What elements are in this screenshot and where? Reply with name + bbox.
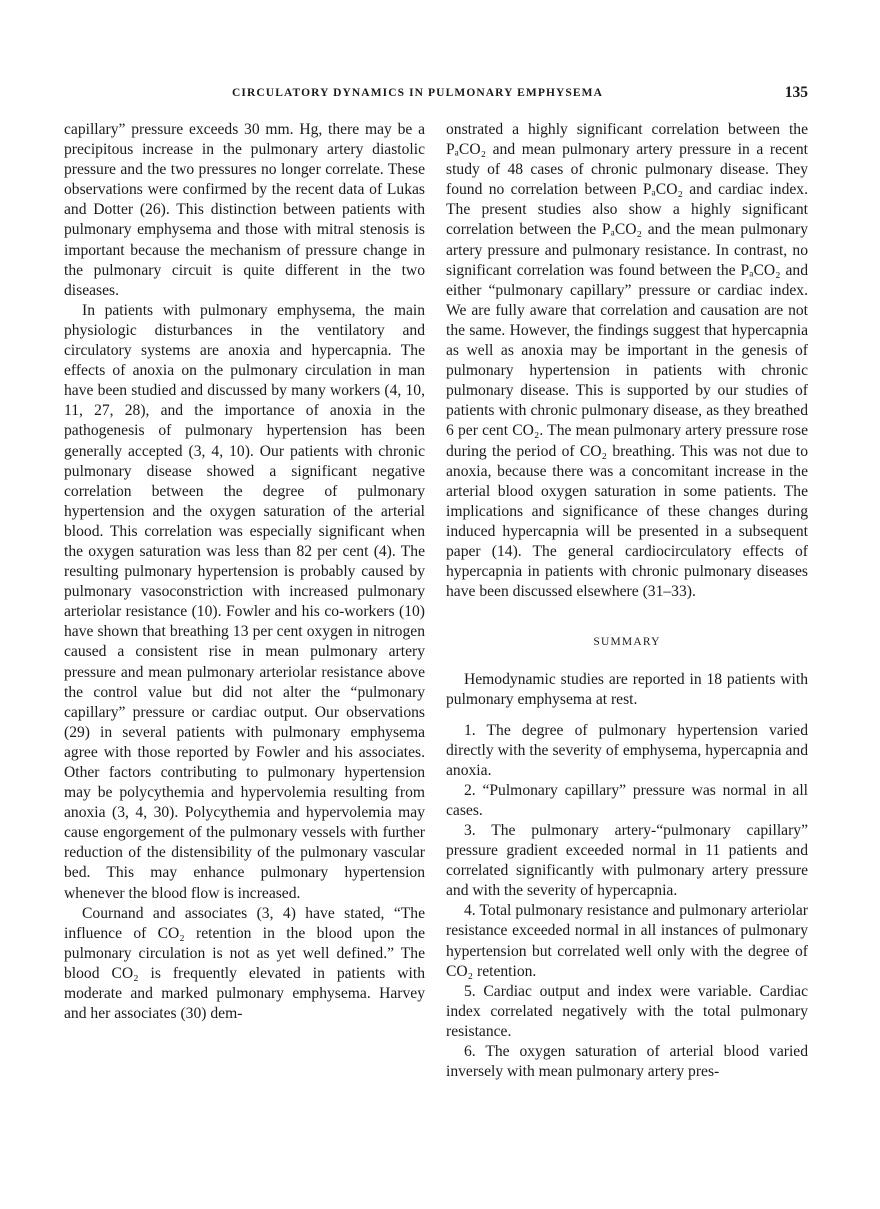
summary-item: 3. The pulmonary artery-“pulmonary capillary” pressure gradient exceeded normal in 11 patients and correlated significantly with pulmonary artery pressure and with the severity of hypercapnia. xyxy=(446,822,808,900)
page-number: 135 xyxy=(784,84,808,101)
summary-item: 4. Total pulmonary resistance and pulmonary arteriolar resistance exceeded normal in all instances of pulmonary hypertension but correlated well only with the degree of CO₂ retention. xyxy=(446,902,808,980)
summary-item: 1. The degree of pulmonary hypertension varied directly with the severity of emphysema, hypercapnia and anoxia. xyxy=(446,721,808,779)
summary-item: 5. Cardiac output and index were variable. Cardiac index correlated negatively with the total pulmonary resistance. xyxy=(446,982,808,1040)
paragraph: capillary” pressure exceeds 30 mm. Hg, there may be a precipitous increase in the pulmonary artery diastolic pressure and the two pressures no longer correlate. These observations were confirmed by the recent data of Lukas and Dotter (26). This distinction between patients with pulmonary emphysema and those with mitral stenosis is important because the mechanism of pressure change in the pulmonary circuit is quite different in the two diseases. xyxy=(64,121,425,299)
summary-item: 6. The oxygen saturation of arterial blood varied inversely with mean pulmonary artery pres- xyxy=(446,1043,808,1081)
right-column xyxy=(446,120,808,1082)
running-head xyxy=(232,84,808,106)
summary-heading: SUMMARY xyxy=(593,636,661,649)
paragraph: In patients with pulmonary emphysema, the main physiologic disturbances in the ventilatory and circulatory systems are anoxia and hypercapnia. The effects of anoxia on the pulmonary circulation in man have been studied and discussed by many workers (4, 10, 11, 27, 28), and the importance of anoxia in the pathogenesis of pulmonary hypertension has been generally accepted (3, 4, 10). Our patients with chronic pulmonary disease showed a significant negative correlation between the degree of pulmonary hypertension and the oxygen saturation of the arterial blood. This correlation was especially significant when the oxygen saturation was less than 82 per cent (4). The resulting pulmonary hypertension is probably caused by pulmonary vasoconstriction with increased pulmonary arteriolar resistance (10). Fowler and his co-workers (10) have shown that breathing 13 per cent oxygen in nitrogen caused a consistent rise in mean pulmonary artery pressure and mean pulmonary arteriolar resistance above the control value but did not alter the “pulmonary capillary” pressure or cardiac output. Our observations (29) in several patients with pulmonary emphysema agree with those reported by Fowler and his associates. Other factors contributing to pulmonary hypertension may be polycythemia and hypervolemia resulting from anoxia (3, 4, 30). Polycythemia and hypervolemia may cause engorgement of the pulmonary vessels with further reduction of the distensibility of the pulmonary vascular bed. This may enhance pulmonary hypertension whenever the blood flow is increased. xyxy=(64,301,425,902)
left-column xyxy=(64,120,425,1024)
summary-item: 2. “Pulmonary capillary” pressure was normal in all cases. xyxy=(446,781,808,819)
paragraph: Cournand and associates (3, 4) have stated, “The influence of CO₂ retention in the blood upon the pulmonary circulation is not as yet well defined.” The blood CO₂ is frequently elevated in patients with moderate and marked pulmonary emphysema. Harvey and her associates (30) dem- xyxy=(64,904,425,1023)
summary-intro: Hemodynamic studies are reported in 18 patients with pulmonary emphysema at rest. xyxy=(446,671,808,709)
paragraph: onstrated a highly significant correlation between the PₐCO₂ and mean pulmonary artery pressure in a recent study of 48 cases of chronic pulmonary disease. They found no correlation between PₐCO₂ and cardiac index. The present studies also show a highly significant correlation between the PₐCO₂ and the mean pulmonary artery pressure and pulmonary resistance. In contrast, no significant correlation was found between the PₐCO₂ and either “pulmonary capillary” pressure or cardiac index. We are fully aware that correlation and causation are not the same. However, the findings suggest that hypercapnia as well as anoxia may be important in the genesis of pulmonary hypertension in patients with chronic pulmonary disease. This is supported by our studies of patients with chronic pulmonary disease, as they breathed 6 per cent CO₂. The mean pulmonary artery pressure rose during the period of CO₂ breathing. This was not due to anoxia, because there was a concomitant increase in the arterial blood oxygen saturation in some patients. The implications and significance of these changes during induced hypercapnia will be presented in a subsequent paper (14). The general cardiocirculatory effects of hypercapnia in patients with chronic pulmonary diseases have been discussed elsewhere (31–33). xyxy=(446,121,808,601)
running-title: CIRCULATORY DYNAMICS IN PULMONARY EMPHYSEMA xyxy=(232,87,604,99)
